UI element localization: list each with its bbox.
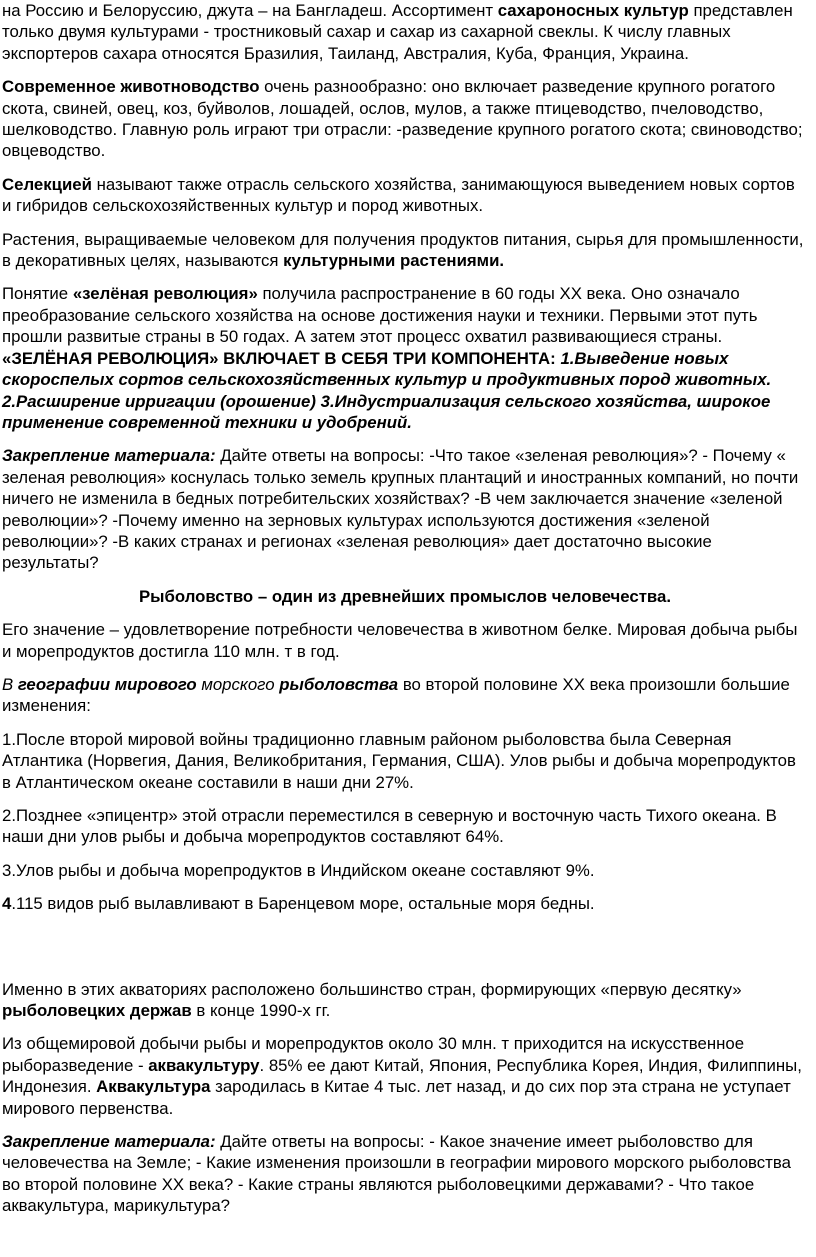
paragraph-livestock: Современное животноводство очень разнообразно: оно включает разведение крупного рогатого скота, свиней, овец, коз, буйволов, лошадей, ослов, мулов, а также птицеводство, пчеловодство, шелководство. Главную роль играют три отрасли: -разведение крупного рогатого скота; свиноводство; овцеводство. bbox=[2, 77, 803, 161]
list-item-indian: 3.Улов рыбы и добыча морепродуктов в Индийском океане составляют 9%. bbox=[2, 860, 595, 880]
paragraph-fishing-powers: Именно в этих акваториях расположено большинство стран, формирующих «первую десятку» рыболовецких держав в конце 1990-х гг. bbox=[2, 979, 742, 1021]
paragraph-review-questions-1: Закрепление материала: Дайте ответы на вопросы: -Что такое «зеленая революция»? - Почему « зеленая революция» коснулась только земель крупных плантаций и иностранных компаний, но почти ничего не изменила в бедных потребительских хозяйствах? -В чем заключается значение «зеленой революции»? -Почему именно на зерновых культурах используются достижения «зеленой революции»? -В каких странах и регионах «зеленая революция» дает достаточно высокие результаты? bbox=[2, 446, 799, 573]
green-revolution-components-caps: «ЗЕЛЁНАЯ РЕВОЛЮЦИЯ» ВКЛЮЧАЕТ В СЕБЯ ТРИ КОМПОНЕНТА: bbox=[2, 348, 561, 368]
list-item-atlantic: 1.После второй мировой войны традиционно главным районом рыболовства была Северная Атлантика (Норвегия, Дания, Великобритания, Германия, США). Улов рыбы и добыча морепродуктов в Атлантическом океане составили в наши дни 27%. bbox=[2, 729, 796, 792]
paragraph-fishing-geography: В географии мирового морского рыболовства во второй половине XX века произошли большие изменения: bbox=[2, 674, 790, 716]
paragraph-review-questions-2: Закрепление материала: Дайте ответы на вопросы: - Какое значение имеет рыболовство для человечества на Земле; - Какие изменения произошли в географии мирового морского рыболовства во второй половине XX века? - Какие страны являются рыболовецкими державами? - Что такое аквакультура, марикультура? bbox=[2, 1132, 791, 1216]
paragraph-selection: Селекцией называют также отрасль сельского хозяйства, занимающуюся выведением новых сортов и гибридов сельскохозяйственных культур и пород животных. bbox=[2, 174, 795, 216]
paragraph-sugar-crops: на Россию и Белоруссию, джута – на Бангладеш. Ассортимент сахароносных культур представлен только двумя культурами - тростниковый сахар и сахар из сахарной свеклы. К числу главных экспортеров сахара относятся Бразилия, Таиланд, Австралия, Куба, Франция, Украина. bbox=[2, 1, 793, 63]
paragraph-aquaculture: Из общемировой добычи рыбы и морепродуктов около 30 млн. т приходится на искусственное рыборазведение - аквакультуру. 85% ее дают Китай, Япония, Республика Корея, Индия, Филиппины, Индонезия. Аквакультура зародилась в Китае 4 тыс. лет назад, и до сих пор эта страна не уступает мирового первенства. bbox=[2, 1034, 802, 1118]
term-aquaculture-2: Аквакультура bbox=[96, 1077, 211, 1097]
term-cultivated-plants: культурными растениями. bbox=[283, 251, 505, 271]
term-livestock: Современное животноводство bbox=[2, 77, 260, 97]
term-aquaculture: аквакультуру bbox=[148, 1055, 260, 1075]
review-label: Закрепление материала: bbox=[2, 1132, 216, 1152]
paragraph-fishing-importance: Его значение – удовлетворение потребности человечества в животном белке. Мировая добыча рыбы и морепродуктов достигла 110 млн. т в год. bbox=[2, 620, 798, 661]
list-item-barents: 4.115 видов рыб вылавливают в Баренцевом море, остальные моря бедны. bbox=[2, 894, 595, 914]
paragraph-cultivated-plants: Растения, выращиваемые человеком для получения продуктов питания, сырья для промышленности, в декоративных целях, называются культурными растениями. bbox=[2, 229, 804, 271]
term-green-revolution: «зелёная революция» bbox=[72, 284, 258, 304]
list-item-pacific: 2.Позднее «эпицентр» этой отрасли переместился в северную и восточную часть Тихого океана. В наши дни улов рыбы и добыча морепродуктов составляют 64%. bbox=[2, 806, 777, 847]
green-revolution-components-list: 1.Выведение новых скороспелых сортов сельскохозяйственных культур и продуктивных пород животных. 2.Расширение ирригации (орошение) 3.Индустриализация сельского хозяйства, широкое применение современной техники и удобрений. bbox=[2, 348, 772, 432]
section-heading-fishing: Рыболовство – один из древнейших промыслов человечества. bbox=[138, 586, 672, 606]
paragraph-green-revolution: Понятие «зелёная революция» получила распространение в 60 годы XX века. Оно означало преобразование сельского хозяйства на основе достижения науки и техники. Первыми этот путь прошли развитые страны в 50 годах. А затем этот процесс охватил развивающиеся страны. «ЗЕЛЁНАЯ РЕВОЛЮЦИЯ» ВКЛЮЧАЕТ В СЕБЯ ТРИ КОМПОНЕНТА: 1.Выведение новых скороспелых сортов сельскохозяйственных культур и продуктивных пород животных. 2.Расширение ирригации (орошение) 3.Индустриализация сельского хозяйства, широкое применение современной техники и удобрений. bbox=[2, 284, 772, 432]
term-fishing-powers: рыболовецких держав bbox=[2, 1001, 192, 1021]
term-selection: Селекцией bbox=[2, 174, 92, 194]
review-label: Закрепление материала: bbox=[2, 446, 216, 466]
term-sugar-crops: сахароносных культур bbox=[497, 1, 689, 20]
